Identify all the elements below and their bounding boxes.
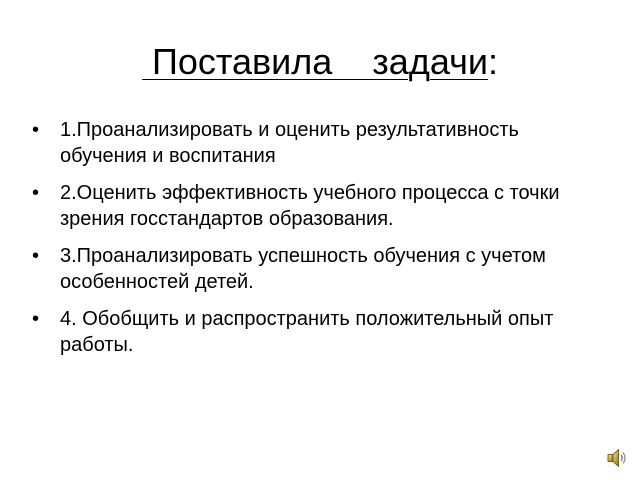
task-list (32, 117, 592, 369)
bullet-icon: • (32, 182, 40, 204)
bullet-icon: • (32, 308, 40, 330)
bullet-icon: • (32, 119, 40, 141)
task-text-3: 3.Проанализировать успешность обучения с учетом особенностей детей. (60, 245, 546, 293)
speaker-icon[interactable] (606, 447, 628, 469)
task-text-2: 2.Оценить эффективность учебного процесса с точки зрения госстандартов образования. (60, 182, 560, 230)
slide-title-colon: : (487, 41, 498, 82)
slide-title (0, 40, 640, 84)
slide-title-text: Поставила задачи (142, 41, 488, 82)
task-text-1: 1.Проанализировать и оценить результативность обучения и воспитания (60, 119, 519, 167)
bullet-icon: • (32, 245, 40, 267)
task-item-4 (32, 306, 592, 358)
task-text-4: 4. Обобщить и распространить положительный опыт работы. (60, 308, 554, 356)
task-item-3 (32, 243, 592, 295)
task-item-2 (32, 180, 592, 232)
task-item-1 (32, 117, 592, 169)
